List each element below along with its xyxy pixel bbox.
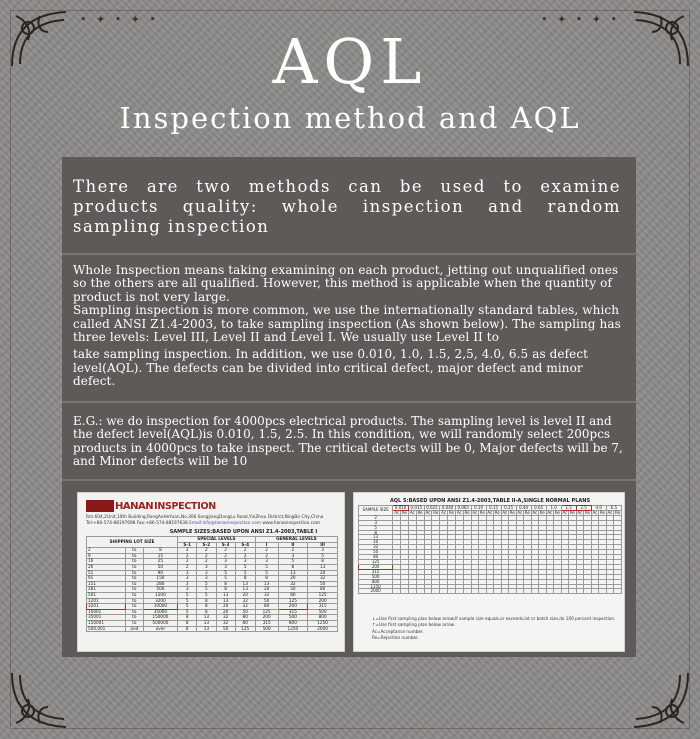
aql-table-title: AQL S:BASED UPON ANSI Z1.4-2003,TABLE II-A,SINGLE NORMAL PLANS bbox=[389, 498, 591, 504]
table-cell: 50 bbox=[255, 598, 278, 604]
example-description bbox=[73, 415, 628, 469]
aql-level-header: 0.15 bbox=[486, 506, 501, 511]
table-cell bbox=[501, 589, 508, 594]
table-cell: 1250 bbox=[278, 626, 308, 632]
table-cell: 2 bbox=[255, 548, 278, 554]
paragraph: Whole Inspection means taking examining on each product, jetting out unqualified ones so the others are all qualified. However, this method is applicable when the quantity of product is not very large. bbox=[73, 263, 619, 304]
table-cell bbox=[424, 589, 432, 594]
sample-size-cell: 50 bbox=[359, 550, 393, 555]
table-cell: 2 bbox=[197, 548, 216, 554]
aql-level-header: 0.10 bbox=[471, 506, 486, 511]
ac-re-header: Ac bbox=[425, 509, 431, 515]
table-cell: 13 bbox=[235, 581, 255, 587]
table-cell: 5 bbox=[197, 581, 216, 587]
table-cell: 3 bbox=[216, 564, 235, 570]
table-cell bbox=[432, 589, 440, 594]
special-levels-header: SPECIAL LEVELS bbox=[178, 537, 256, 543]
ac-re-header: Ac bbox=[502, 509, 508, 515]
aql-table-image bbox=[353, 492, 625, 652]
table-cell: 35001 bbox=[87, 615, 126, 621]
sample-size-header: SAMPLE SIZE bbox=[359, 506, 393, 516]
table-cell: to bbox=[125, 570, 143, 576]
table-cell: 3 bbox=[216, 559, 235, 565]
table-cell bbox=[408, 589, 416, 594]
table-cell: 500000 bbox=[143, 620, 177, 626]
table-cell: 8 bbox=[278, 564, 308, 570]
table-cell: 5 bbox=[235, 564, 255, 570]
table-cell: 9 bbox=[87, 553, 126, 559]
table-cell bbox=[455, 589, 463, 594]
table-cell: 32 bbox=[235, 598, 255, 604]
level-header: II bbox=[278, 542, 308, 548]
contact-email: Email:info@hananinspection.com bbox=[189, 520, 261, 526]
table-cell: 2 bbox=[216, 553, 235, 559]
dot-ornament-icon: • ✦ • ✦ • bbox=[80, 13, 159, 26]
ac-re-header: Ac bbox=[487, 509, 493, 515]
table-cell: 125 bbox=[255, 609, 278, 615]
table-cell: 5 bbox=[197, 592, 216, 598]
table-cell: 150000 bbox=[143, 615, 177, 621]
corner-ornament-icon bbox=[624, 663, 694, 733]
table-cell: 80 bbox=[235, 615, 255, 621]
table-cell: 3 bbox=[235, 559, 255, 565]
table-cell: 51 bbox=[87, 570, 126, 576]
table-cell: 8 bbox=[197, 604, 216, 610]
page-subtitle: Inspection method and AQL bbox=[119, 101, 581, 135]
table-cell: 1250 bbox=[308, 620, 338, 626]
table-cell: 91 bbox=[87, 576, 126, 582]
aql-level-header: 0.010 bbox=[393, 506, 409, 511]
table-cell bbox=[493, 589, 501, 594]
table-cell: 32 bbox=[235, 604, 255, 610]
contact-web: www.hananinspection.com bbox=[262, 520, 320, 526]
ac-re-header: Ac bbox=[547, 509, 553, 515]
table-cell: 2 bbox=[178, 548, 197, 554]
table-cell: 281 bbox=[87, 587, 126, 593]
aql-table bbox=[358, 505, 622, 594]
table-cell: 3 bbox=[197, 576, 216, 582]
table-cell: 3 bbox=[278, 553, 308, 559]
page-title: AQL bbox=[272, 25, 428, 98]
table-cell: 3201 bbox=[87, 604, 126, 610]
table-cell: to bbox=[125, 548, 143, 554]
ac-re-header: Ac bbox=[409, 509, 415, 515]
sample-size-cell: 315 bbox=[359, 569, 393, 574]
table-cell: 3 bbox=[255, 559, 278, 565]
table-cell: 50 bbox=[278, 587, 308, 593]
table-cell bbox=[478, 589, 486, 594]
paragraph: Sampling inspection is more common, we use the internationally standard tables, which called ANSI Z1.4-2003, to take sampling inspection (As shown below). The sampling has three levels: Level III, Level II and Level I. We usually use Level II to bbox=[73, 303, 621, 345]
table-cell: 8 bbox=[216, 581, 235, 587]
table-cell bbox=[393, 589, 401, 594]
table-cell: to bbox=[125, 604, 143, 610]
table-cell: to bbox=[125, 559, 143, 565]
paragraph: take sampling inspection. In addition, we use 0.010, 1.0, 1.5, 2,5, 4.0, 6.5 as defect level(AQL). The defects can be divided into critical defect, major defect and minor defect. bbox=[73, 347, 589, 389]
table-cell: 5 bbox=[255, 570, 278, 576]
table-cell: 90 bbox=[143, 570, 177, 576]
table-cell: to bbox=[125, 615, 143, 621]
table-cell: 2 bbox=[235, 553, 255, 559]
sample-size-cell: 500 bbox=[359, 574, 393, 579]
level-header: S-1 bbox=[178, 542, 197, 548]
level-header: S-3 bbox=[216, 542, 235, 548]
level-header: I bbox=[255, 542, 278, 548]
inspection-description bbox=[73, 264, 628, 389]
ac-re-header: Re bbox=[615, 509, 621, 515]
table-cell: 32 bbox=[216, 615, 235, 621]
table-cell bbox=[508, 589, 516, 594]
table-cell: 3 bbox=[178, 576, 197, 582]
table-cell: 32 bbox=[308, 576, 338, 582]
aql-level-header: 0.025 bbox=[424, 506, 440, 511]
table-cell bbox=[584, 589, 592, 594]
table-cell: 500,001 bbox=[87, 626, 126, 632]
table-cell: 5 bbox=[178, 598, 197, 604]
divider bbox=[62, 479, 636, 481]
aql-level-header: 0.40 bbox=[516, 506, 531, 511]
table-cell: to bbox=[125, 564, 143, 570]
table-row bbox=[87, 626, 338, 632]
contact-tel: Tel:+86-574-88197698 Fax:+86-574-88197638 bbox=[86, 520, 188, 526]
table-cell: 80 bbox=[308, 587, 338, 593]
table-cell: 32 bbox=[278, 581, 308, 587]
table-cell bbox=[554, 589, 562, 594]
aql-level-header: 6.5 bbox=[606, 506, 621, 511]
legend-line: Re=Rejection number. bbox=[372, 634, 419, 640]
ac-re-header: Ac bbox=[441, 509, 447, 515]
aql-level-header: 4.0 bbox=[591, 506, 606, 511]
ac-re-header: Ac bbox=[394, 509, 400, 515]
sample-size-cell: 20 bbox=[359, 540, 393, 545]
ac-re-header: Re bbox=[479, 509, 485, 515]
table-cell bbox=[539, 589, 547, 594]
table-cell bbox=[416, 589, 424, 594]
table-cell: 3 bbox=[178, 587, 197, 593]
table-cell: 8 bbox=[308, 559, 338, 565]
table-cell: 13 bbox=[278, 570, 308, 576]
ac-re-header: Re bbox=[494, 509, 500, 515]
table-cell bbox=[569, 589, 577, 594]
table-cell: 150001 bbox=[87, 620, 126, 626]
lot-size-header: SHIPPING LOT SIZE bbox=[87, 537, 178, 548]
table-cell: 315 bbox=[308, 604, 338, 610]
table-cell: 26 bbox=[87, 564, 126, 570]
table-cell: 125 bbox=[278, 598, 308, 604]
sample-size-cell: 5 bbox=[359, 525, 393, 530]
table-cell: 1200 bbox=[143, 592, 177, 598]
table-cell: 800 bbox=[308, 615, 338, 621]
ac-re-header: Re bbox=[448, 509, 454, 515]
sample-size-cell: 8 bbox=[359, 530, 393, 535]
table-cell bbox=[591, 589, 598, 594]
ac-re-header: Re bbox=[464, 509, 470, 515]
table-cell: 8 bbox=[235, 576, 255, 582]
aql-legend bbox=[372, 616, 615, 641]
content-panel bbox=[62, 157, 636, 657]
ac-re-header: Ac bbox=[532, 509, 538, 515]
ac-re-header: Re bbox=[569, 509, 575, 515]
table-cell: 13 bbox=[308, 564, 338, 570]
level-header: S-2 bbox=[197, 542, 216, 548]
table-cell: 80 bbox=[235, 620, 255, 626]
table-cell: 50 bbox=[308, 581, 338, 587]
table-cell: 500 bbox=[143, 587, 177, 593]
intro-paragraph: There are two methods can be used to examine products quality: whole inspection and random sampling inspection bbox=[73, 177, 621, 236]
table-cell: 500 bbox=[308, 609, 338, 615]
address-line: Rm.604,2Unit,10th Building,RongAnHeYuan,No.306 SongJiangDongLu Road,YinZhou District,NingBo City,China bbox=[86, 515, 324, 520]
table-cell: 25 bbox=[143, 559, 177, 565]
table-cell bbox=[531, 589, 538, 594]
table-cell: 2 bbox=[87, 548, 126, 554]
table-cell: 5 bbox=[308, 553, 338, 559]
sample-size-cell: 32 bbox=[359, 545, 393, 550]
table-cell bbox=[561, 589, 568, 594]
table-cell: 35000 bbox=[143, 609, 177, 615]
table-cell: 125 bbox=[235, 626, 255, 632]
paragraph: E.G.: we do inspection for 4000pcs electrical products. The sampling level is level II and the defect level(AQL)is 0.010, 1.5, 2.5. In this condition, we will randomly select 200pcs products in 4000pcs to take inspect. The critical detects will be 0, Major defects will be 7, and Minor defects will be 10 bbox=[73, 414, 623, 469]
table-cell: 13 bbox=[216, 598, 235, 604]
sample-size-cell: 2 bbox=[359, 515, 393, 520]
sample-size-cell: 125 bbox=[359, 559, 393, 564]
table-cell: 125 bbox=[308, 592, 338, 598]
table-cell: to bbox=[125, 581, 143, 587]
table-cell: 10001 bbox=[87, 609, 126, 615]
legend-line: ↓=Use first sampling plan below arrow.If sample size equals,or exceeds,lot or batch size,do 100 percent inspection. bbox=[372, 616, 616, 621]
table-cell: 20 bbox=[255, 587, 278, 593]
table-cell: 10000 bbox=[143, 604, 177, 610]
table-cell: 20 bbox=[278, 576, 308, 582]
table-cell: 315 bbox=[278, 609, 308, 615]
aql-level-header: 1.0 bbox=[546, 506, 561, 511]
aql-level-header: 0.040 bbox=[440, 506, 456, 511]
table-cell: 500 bbox=[255, 626, 278, 632]
sample-size-cell: 2000 bbox=[359, 589, 393, 594]
table-cell: 5 bbox=[197, 587, 216, 593]
table-cell bbox=[546, 589, 553, 594]
table-cell: 2 bbox=[178, 553, 197, 559]
table-cell bbox=[400, 589, 408, 594]
table-cell: 5 bbox=[178, 604, 197, 610]
table-cell: 1201 bbox=[87, 598, 126, 604]
table-cell: 32 bbox=[216, 620, 235, 626]
table-cell: 2 bbox=[197, 559, 216, 565]
divider bbox=[62, 253, 636, 255]
table-cell: 800 bbox=[278, 620, 308, 626]
table-cell: to bbox=[125, 620, 143, 626]
ac-re-header: Ac bbox=[472, 509, 478, 515]
table-cell: 8 bbox=[197, 598, 216, 604]
ac-re-header: Re bbox=[584, 509, 590, 515]
table-cell: 2 bbox=[178, 564, 197, 570]
table-cell: 80 bbox=[278, 592, 308, 598]
table-cell: 151 bbox=[87, 581, 126, 587]
ac-re-header: Re bbox=[524, 509, 530, 515]
table-cell bbox=[576, 589, 583, 594]
table-cell: 13 bbox=[255, 581, 278, 587]
table-row bbox=[359, 589, 622, 594]
table-cell: 5 bbox=[278, 559, 308, 565]
table-cell: 2 bbox=[216, 548, 235, 554]
table-cell: 20 bbox=[308, 570, 338, 576]
table-cell bbox=[440, 589, 448, 594]
ac-re-header: Re bbox=[401, 509, 407, 515]
table-cell: 50 bbox=[143, 564, 177, 570]
ac-re-header: Ac bbox=[562, 509, 568, 515]
table-cell: 5 bbox=[216, 570, 235, 576]
table-cell bbox=[599, 589, 607, 594]
table-cell bbox=[524, 589, 532, 594]
ac-re-header: Re bbox=[509, 509, 515, 515]
table-cell: 8 bbox=[143, 548, 177, 554]
aql-level-header: 1.5 bbox=[561, 506, 576, 511]
company-address bbox=[86, 515, 341, 526]
table-cell: 3 bbox=[197, 570, 216, 576]
sample-size-cell: 800 bbox=[359, 579, 393, 584]
table-cell bbox=[471, 589, 478, 594]
table-cell: 3 bbox=[197, 564, 216, 570]
table-cell: 5 bbox=[178, 592, 197, 598]
table-cell: 3 bbox=[178, 581, 197, 587]
ac-re-header: Ac bbox=[607, 509, 613, 515]
ac-re-header: Re bbox=[554, 509, 560, 515]
sample-size-cell: 200 bbox=[359, 564, 393, 569]
aql-level-header: 0.65 bbox=[531, 506, 546, 511]
logo-block-icon bbox=[86, 500, 114, 512]
table-cell: to bbox=[125, 553, 143, 559]
table-cell: 2 bbox=[197, 553, 216, 559]
table-cell bbox=[463, 589, 471, 594]
table-cell: 2 bbox=[255, 553, 278, 559]
table-cell: to bbox=[125, 576, 143, 582]
table-cell: 8 bbox=[197, 609, 216, 615]
ac-re-header: Ac bbox=[577, 509, 583, 515]
table-cell bbox=[606, 589, 613, 594]
table-cell: 200 bbox=[308, 598, 338, 604]
table-cell bbox=[516, 589, 523, 594]
table-cell: 32 bbox=[255, 592, 278, 598]
aql-level-header: 0.25 bbox=[501, 506, 516, 511]
table-cell bbox=[486, 589, 493, 594]
table-cell: 2 bbox=[178, 559, 197, 565]
table-cell: 3200 bbox=[143, 598, 177, 604]
aql-level-header: 0.015 bbox=[408, 506, 424, 511]
table-cell: 8 bbox=[178, 615, 197, 621]
sample-size-cell: 1250 bbox=[359, 584, 393, 589]
table-cell: 200 bbox=[278, 604, 308, 610]
table-cell: to bbox=[125, 587, 143, 593]
table-cell bbox=[614, 589, 622, 594]
table-cell: 2000 bbox=[308, 626, 338, 632]
ac-re-header: Re bbox=[599, 509, 605, 515]
table-cell: 13 bbox=[197, 626, 216, 632]
table-cell: 50 bbox=[216, 626, 235, 632]
table-cell: 501 bbox=[87, 592, 126, 598]
aql-level-header: 0.065 bbox=[455, 506, 471, 511]
legend-line: Ac=Acceptance number. bbox=[372, 628, 424, 634]
table-cell: 8 bbox=[216, 587, 235, 593]
table-cell: 20 bbox=[216, 609, 235, 615]
table-cell: 200 bbox=[255, 615, 278, 621]
brand-logo bbox=[86, 499, 216, 513]
sample-table-title: SAMPLE SIZES:BASED UPON ANSI Z1.4-2003,TABLE I bbox=[169, 529, 318, 535]
table-cell: 150 bbox=[143, 576, 177, 582]
dot-ornament-icon: • ✦ • ✦ • bbox=[541, 13, 620, 26]
ac-re-header: Ac bbox=[456, 509, 462, 515]
table-cell: 15 bbox=[143, 553, 177, 559]
ac-re-header: Ac bbox=[592, 509, 598, 515]
table-cell: 8 bbox=[178, 620, 197, 626]
ac-re-header: Re bbox=[417, 509, 423, 515]
table-cell: 2 bbox=[278, 548, 308, 554]
sample-size-table bbox=[86, 536, 338, 632]
brand-suffix: INSPECTION bbox=[154, 500, 216, 512]
table-cell: 5 bbox=[178, 609, 197, 615]
table-cell: to bbox=[125, 592, 143, 598]
table-cell: and bbox=[125, 626, 143, 632]
ac-re-header: Re bbox=[539, 509, 545, 515]
table-cell: to bbox=[125, 598, 143, 604]
ac-re-header: Ac bbox=[517, 509, 523, 515]
sample-size-cell: 13 bbox=[359, 535, 393, 540]
table-cell: 13 bbox=[216, 592, 235, 598]
table-cell: 500 bbox=[278, 615, 308, 621]
legend-line: ↑=Use first sampling plan below arrow. bbox=[372, 622, 456, 628]
table-cell: 5 bbox=[235, 570, 255, 576]
table-cell: 50 bbox=[235, 609, 255, 615]
general-levels-header: GENERAL LEVELS bbox=[255, 537, 337, 543]
level-header: S-4 bbox=[235, 542, 255, 548]
table-cell: 2 bbox=[235, 548, 255, 554]
divider bbox=[62, 401, 636, 403]
table-cell: 13 bbox=[197, 620, 216, 626]
contact-line bbox=[86, 521, 341, 527]
ac-re-header: Re bbox=[433, 509, 439, 515]
table-cell: 3 bbox=[178, 570, 197, 576]
table-cell: 315 bbox=[255, 620, 278, 626]
table-cell: 8 bbox=[255, 576, 278, 582]
sample-size-cell: 80 bbox=[359, 555, 393, 560]
sample-size-cell: 3 bbox=[359, 520, 393, 525]
level-header: III bbox=[308, 542, 338, 548]
table-cell: 16 bbox=[87, 559, 126, 565]
brand-name: HANAN bbox=[115, 500, 154, 512]
table-cell: to bbox=[125, 609, 143, 615]
table-cell: 80 bbox=[255, 604, 278, 610]
table-cell: 13 bbox=[197, 615, 216, 621]
table-cell: 5 bbox=[216, 576, 235, 582]
table-cell: 13 bbox=[235, 587, 255, 593]
corner-ornament-icon bbox=[6, 663, 76, 733]
table-cell: over bbox=[143, 626, 177, 632]
table-cell: 5 bbox=[255, 564, 278, 570]
table-cell: 8 bbox=[178, 626, 197, 632]
sample-size-table-image bbox=[77, 492, 345, 652]
table-cell: 20 bbox=[235, 592, 255, 598]
table-cell: 20 bbox=[216, 604, 235, 610]
table-cell bbox=[447, 589, 455, 594]
aql-level-header: 2.5 bbox=[576, 506, 591, 511]
table-cell: 280 bbox=[143, 581, 177, 587]
table-cell: 3 bbox=[308, 548, 338, 554]
